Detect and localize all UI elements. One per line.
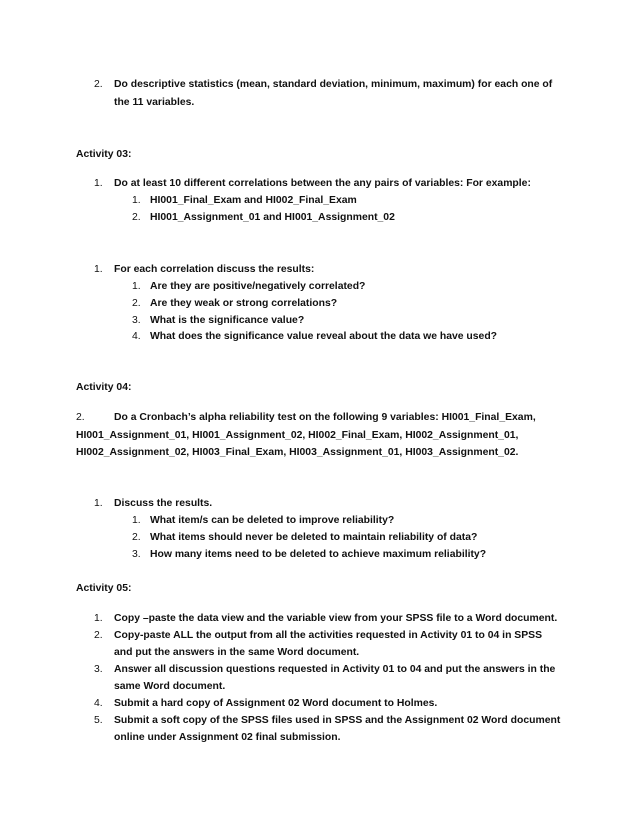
list-number: 2.	[94, 79, 103, 90]
sublist-number: 3.	[132, 315, 141, 326]
sublist-number: 1.	[132, 515, 141, 526]
list-number: 1.	[94, 613, 103, 624]
list-number: 1.	[94, 498, 103, 509]
sublist-item-text: What does the significance value reveal about the data we have used?	[150, 331, 498, 342]
sublist-item-text: HI001_Assignment_01 and HI001_Assignment_02	[150, 212, 395, 223]
list-number: 1.	[94, 178, 103, 189]
list-item-text: Copy –paste the data view and the variable view from your SPSS file to a Word document.	[114, 613, 558, 624]
activity-05-heading: Activity 05:	[76, 583, 132, 594]
list-item-text: same Word document.	[114, 681, 226, 692]
list-item-text: Submit a hard copy of Assignment 02 Word document to Holmes.	[114, 698, 438, 709]
list-item-text: HI001_Assignment_01, HI001_Assignment_02, HI002_Final_Exam, HI002_Assignment_01,	[76, 430, 519, 441]
list-item-text: Do a Cronbach’s alpha reliability test on the following 9 variables: HI001_Final_Exam,	[114, 412, 536, 423]
list-number: 2.	[76, 412, 85, 423]
sublist-item-text: What is the significance value?	[150, 315, 305, 326]
list-item-text: online under Assignment 02 final submission.	[114, 732, 341, 743]
activity-03-heading: Activity 03:	[76, 149, 132, 160]
activity-04-heading: Activity 04:	[76, 382, 132, 393]
list-number: 5.	[94, 715, 103, 726]
list-number: 4.	[94, 698, 103, 709]
list-number: 3.	[94, 664, 103, 675]
list-number: 2.	[94, 630, 103, 641]
sublist-item-text: What item/s can be deleted to improve reliability?	[150, 515, 395, 526]
list-item-text: Do at least 10 different correlations between the any pairs of variables: For example:	[114, 178, 531, 189]
list-item-text: Do descriptive statistics (mean, standard deviation, minimum, maximum) for each one of	[114, 79, 553, 90]
list-item-text: HI002_Assignment_02, HI003_Final_Exam, HI003_Assignment_01, HI003_Assignment_02.	[76, 447, 519, 458]
list-item-text: and put the answers in the same Word document.	[114, 647, 360, 658]
sublist-number: 3.	[132, 549, 141, 560]
sublist-item-text: What items should never be deleted to maintain reliability of data?	[150, 532, 478, 543]
list-item-text: Answer all discussion questions requested in Activity 01 to 04 and put the answers in the	[114, 664, 556, 675]
list-item-text: the 11 variables.	[114, 97, 195, 108]
sublist-item-text: How many items need to be deleted to achieve maximum reliability?	[150, 549, 487, 560]
sublist-number: 2.	[132, 212, 141, 223]
sublist-item-text: Are they weak or strong correlations?	[150, 298, 338, 309]
sublist-number: 2.	[132, 298, 141, 309]
list-item-text: Copy-paste ALL the output from all the activities requested in Activity 01 to 04 in SPSS	[114, 630, 543, 641]
list-item-text: For each correlation discuss the results:	[114, 264, 315, 275]
sublist-number: 1.	[132, 195, 141, 206]
sublist-number: 4.	[132, 331, 141, 342]
list-item-text: Discuss the results.	[114, 498, 213, 509]
sublist-item-text: Are they are positive/negatively correlated?	[150, 281, 366, 292]
sublist-number: 1.	[132, 281, 141, 292]
sublist-number: 2.	[132, 532, 141, 543]
list-item-text: Submit a soft copy of the SPSS files used in SPSS and the Assignment 02 Word document	[114, 715, 561, 726]
list-number: 1.	[94, 264, 103, 275]
sublist-item-text: HI001_Final_Exam and HI002_Final_Exam	[150, 195, 357, 206]
